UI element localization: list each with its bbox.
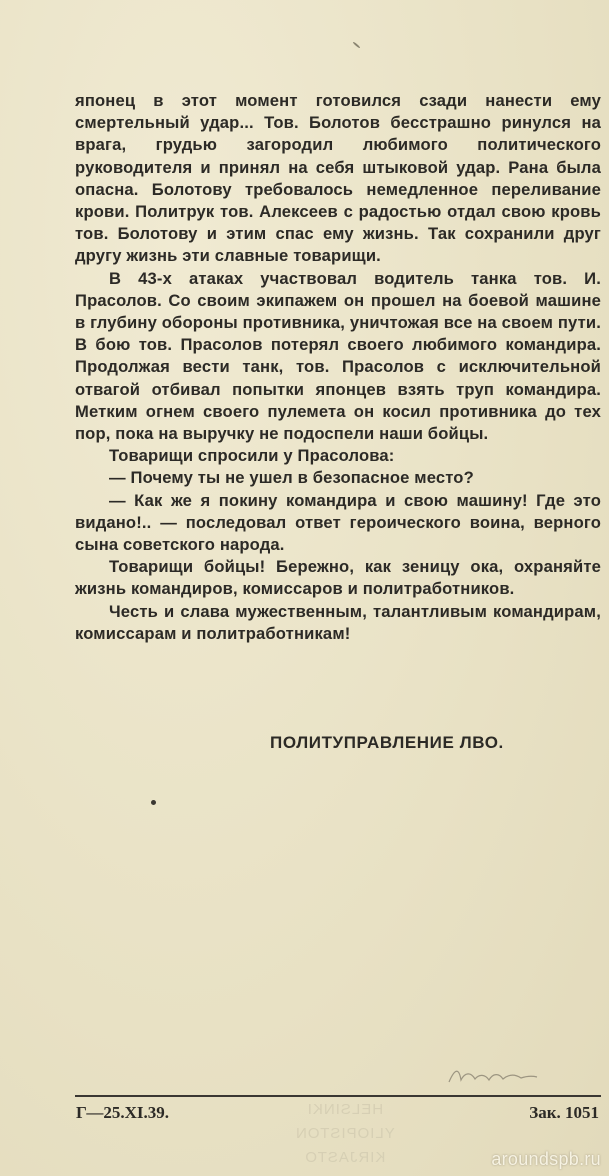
article-body [75,90,601,645]
paragraph-answer: — Как же я покину командира и свою машину! Где это видано!.. — последовал ответ героического воина, верного сына советского народа. [75,490,601,555]
stamp-line: KIRJASTO [304,1149,386,1166]
paragraph-appeal: Товарищи бойцы! Бережно, как зеницу ока, охраняйте жизнь командиров, комиссаров и политработников. [75,557,601,599]
pencil-scribble [445,1062,540,1090]
signature: ПОЛИТУПРАВЛЕНИЕ ЛВО. [270,733,504,752]
paper-mark [352,41,360,48]
footer-rule [75,1095,601,1097]
site-watermark: aroundspb.ru [491,1149,601,1169]
order-number: Зак. 1051 [529,1103,599,1122]
library-stamp-bleed-through [295,1098,395,1170]
stamp-line: HELSINKI [306,1101,384,1118]
print-date: Г—25.XI.39. [76,1103,170,1122]
paragraph-question: — Почему ты не ушел в безопасное место? [109,468,474,488]
paragraph-question-intro: Товарищи спросили у Прасолова: [109,446,395,466]
paragraph-prasolov: В 43-х атаках участвовал водитель танка тов. И. Прасолов. Со своим экипажем он прошел на боевой машине в глубину обороны противника, уничтожая все на своем пути. В бою тов. Прасолов потерял своего любимого командира. Продолжая вести танк, тов. Прасолов с исключительной отвагой отбивал попытки японцев взять труп командира. Метким огнем своего пулемета он косил противника до тех пор, пока на выручку не подоспели наши бойцы. [75,268,601,444]
stamp-line: YLIOPISTON [295,1125,395,1142]
ink-speck [151,800,156,805]
paragraph-bolotov: японец в этот момент готовился сзади нанести ему смертельный удар... Тов. Болотов бесстрашно ринулся на врага, грудью загородил любимого политического руководителя и принял на себя штыковой удар. Рана была опасна. Болотову требовалось немедленное переливание крови. Политрук тов. Алексеев с радостью отдал свою кровь тов. Болотову и этим спас ему жизнь. Так сохранили друг другу жизнь эти славные товарищи. [75,91,601,266]
paragraph-glory: Честь и слава мужественным, талантливым командирам, комиссарам и политработникам! [75,601,601,643]
